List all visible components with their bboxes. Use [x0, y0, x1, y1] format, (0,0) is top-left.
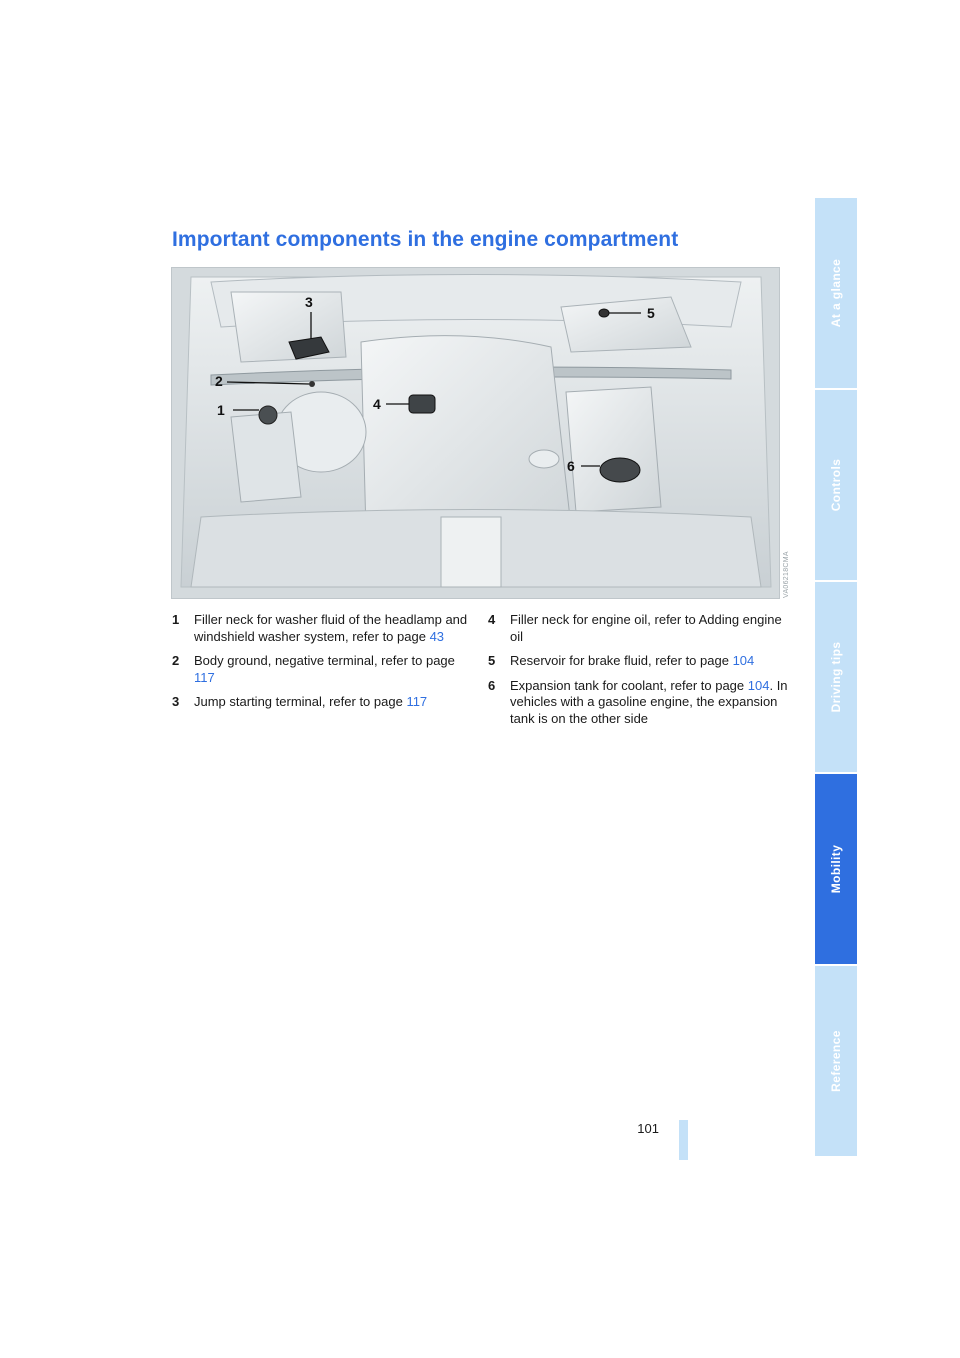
callout-3: 3	[305, 294, 313, 310]
engine-illustration-svg	[171, 267, 780, 599]
legend-item	[172, 653, 472, 686]
legend-item-text-continued: . In vehicles with a gasoline engine, the expansion tank is on the other side	[510, 677, 788, 726]
legend-item-number: 3	[172, 694, 180, 709]
chapter-tab-driving-tips[interactable]	[815, 582, 857, 772]
page-reference-link[interactable]: 43	[429, 628, 445, 644]
engine-compartment-illustration	[171, 267, 780, 599]
page-title: Important components in the engine compartment	[172, 228, 679, 251]
legend-item-text: Filler neck for engine oil, refer to Adding engine oil	[510, 612, 782, 644]
legend-item-text: Filler neck for washer fluid of the headlamp and windshield washer system, refer to page	[194, 612, 468, 644]
chapter-tab-label: At a glance	[829, 258, 843, 328]
chapter-tab-label: Controls	[829, 458, 843, 512]
legend-item	[172, 612, 472, 645]
figure-code: VA06218CMA	[783, 551, 790, 598]
legend-item	[488, 653, 788, 670]
chapter-tab-label: Reference	[829, 1030, 843, 1092]
legend-left-column	[172, 612, 472, 719]
legend-right-column	[488, 612, 788, 735]
legend-item	[172, 694, 472, 711]
legend-item-text: Reservoir for brake fluid, refer to page	[510, 653, 733, 668]
page-number: 101	[637, 1121, 659, 1136]
page-reference-link[interactable]: 104	[732, 653, 755, 668]
legend-item	[488, 612, 788, 645]
chapter-tab-controls[interactable]	[815, 390, 857, 580]
legend-item-text: Jump starting terminal, refer to page	[194, 694, 407, 709]
chapter-tab-label: Driving tips	[829, 641, 843, 713]
page-reference-link[interactable]: 104	[747, 677, 770, 693]
legend-item-number: 2	[172, 653, 180, 668]
legend-item-number: 4	[488, 612, 496, 627]
callout-4: 4	[373, 396, 381, 412]
legend-item-number: 6	[488, 677, 496, 693]
page-reference-link[interactable]: 117	[406, 694, 428, 709]
page-reference-link[interactable]: 117	[194, 669, 215, 685]
callout-1: 1	[217, 402, 225, 418]
chapter-tab-reference[interactable]	[815, 966, 857, 1156]
callout-6: 6	[567, 458, 575, 474]
chapter-tab-mobility[interactable]	[815, 774, 857, 964]
page-number-bar	[679, 1120, 688, 1160]
callout-2: 2	[215, 373, 223, 389]
legend-item-number: 1	[172, 612, 180, 627]
legend-item-text: Expansion tank for coolant, refer to page	[510, 677, 748, 693]
legend-item-text: Body ground, negative terminal, refer to page	[194, 653, 455, 668]
callout-5: 5	[647, 305, 655, 321]
legend-item	[488, 678, 788, 728]
chapter-tab-label: Mobility	[829, 844, 843, 894]
legend-item-number: 5	[488, 653, 496, 668]
chapter-tabs	[815, 198, 857, 1158]
chapter-tab-at-a-glance[interactable]	[815, 198, 857, 388]
